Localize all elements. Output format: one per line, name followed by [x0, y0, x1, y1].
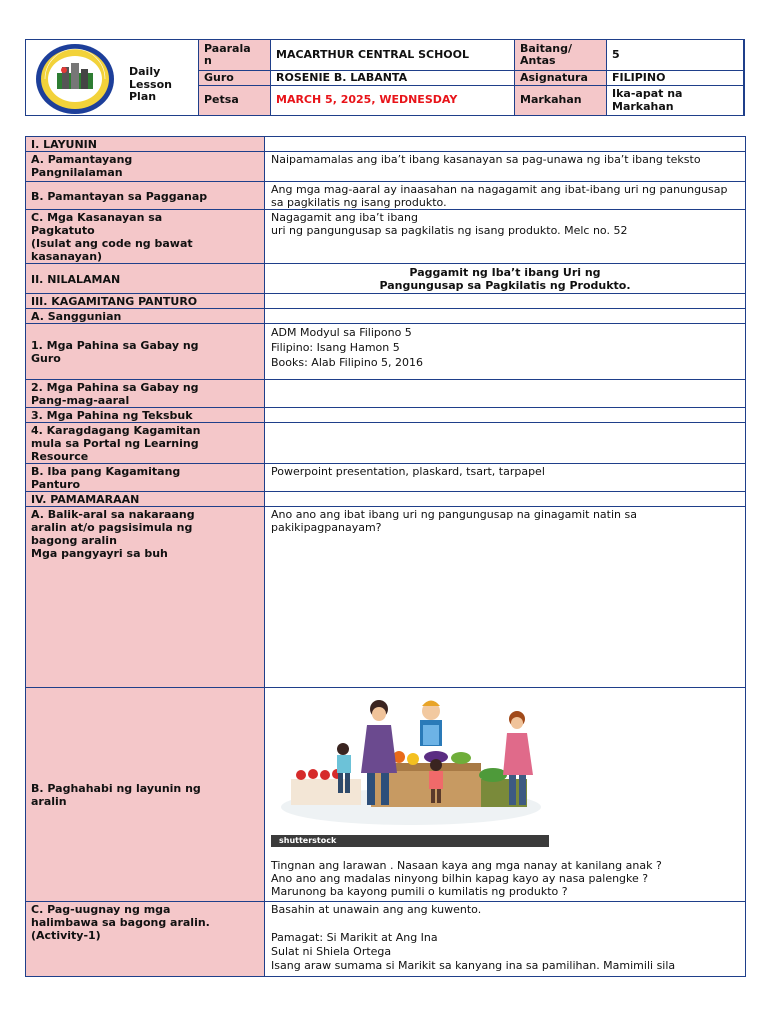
sanggunian-value	[265, 309, 746, 324]
pag-uugnay-line-1: Basahin at unawain ang ang kuwento.	[271, 903, 482, 916]
market-scene-icon	[271, 689, 549, 835]
kasanayan-line-2: uri ng pangungusap sa pagkilatis ng isang produkto. Melc no. 52	[271, 224, 628, 237]
school-seal-icon	[35, 43, 115, 115]
kasanayan-label: C. Mga Kasanayan sa Pagkatuto (Isulat ang code ng bawat kasanayan)	[26, 210, 265, 264]
paghahabi-value	[265, 688, 746, 902]
markahan-value: Ika-apat na Markahan	[607, 86, 744, 116]
stock-watermark-bar	[271, 835, 549, 847]
pamantayan-sa-pagganap-label: B. Pamantayan sa Pagganap	[26, 182, 265, 210]
pag-uugnay-line-3: Sulat ni Shiela Ortega	[271, 945, 392, 958]
market-illustration	[271, 689, 549, 847]
pag-uugnay-value	[265, 902, 746, 977]
row-balik-aral	[26, 507, 746, 688]
header-info-grid	[198, 39, 744, 116]
stock-watermark: shutterstock	[279, 836, 337, 845]
guro-label: Guro	[199, 71, 271, 86]
row-sanggunian	[26, 309, 746, 324]
pamamaraan-label: IV. PAMAMARAAN	[26, 492, 265, 507]
lesson-table	[25, 136, 746, 977]
nilalaman-value	[265, 264, 746, 294]
teksbuk-value	[265, 408, 746, 423]
paaralan-label: Paarala n	[199, 40, 271, 71]
iba-pang-kagamitan-label: B. Iba pang Kagamitang Panturo	[26, 464, 265, 492]
portal-label: 4. Karagdagang Kagamitan mula sa Portal ng Learning Resource	[26, 423, 265, 464]
kasanayan-value	[265, 210, 746, 264]
pamantayan-sa-pagganap-value: Ang mga mag-aaral ay inaasahan na nagagamit ang ibat-ibang uri ng panungusap sa pagkilatis ng isang produkto.	[265, 182, 746, 210]
nilalaman-label: II. NILALAMAN	[26, 264, 265, 294]
gabay-mag-aaral-value	[265, 380, 746, 408]
kagamitang-panturo-value	[265, 294, 746, 309]
paghahabi-questions	[271, 859, 739, 898]
baitang-value: 5	[607, 40, 744, 71]
pamantayang-pangnilalaman-value: Naipamamalas ang iba’t ibang kasanayan sa pag-unawa ng iba’t ibang teksto	[265, 152, 746, 182]
balik-aral-value: Ano ano ang ibat ibang uri ng pangungusap na ginagamit natin sa pakikipagpanayam?	[265, 507, 746, 688]
pag-uugnay-spacer	[271, 917, 739, 931]
kagamitang-panturo-label: III. KAGAMITANG PANTURO	[26, 294, 265, 309]
paghahabi-line-3: Marunong ba kayong pumili o kumilatis ng produkto ?	[271, 885, 568, 898]
paaralan-value: MACARTHUR CENTRAL SCHOOL	[271, 40, 515, 71]
row-pamamaraan	[26, 492, 746, 507]
pag-uugnay-line-4: Isang araw sumama si Marikit sa kanyang ina sa pamilihan. Mamimili sila	[271, 959, 676, 972]
baitang-label: Baitang/ Antas	[515, 40, 607, 71]
gabay-guro-value	[265, 324, 746, 380]
row-portal	[26, 423, 746, 464]
gabay-mag-aaral-label: 2. Mga Pahina sa Gabay ng Pang-mag-aaral	[26, 380, 265, 408]
layunin-label: I. LAYUNIN	[26, 137, 265, 152]
row-iba-pang-kagamitan	[26, 464, 746, 492]
row-pamantayang-pangnilalaman	[26, 152, 746, 182]
sanggunian-label: A. Sanggunian	[26, 309, 265, 324]
row-paghahabi	[26, 688, 746, 902]
row-kasanayan	[26, 210, 746, 264]
markahan-label: Markahan	[515, 86, 607, 116]
gabay-guro-label: 1. Mga Pahina sa Gabay ng Guro	[26, 324, 265, 380]
pag-uugnay-line-2: Pamagat: Si Marikit at Ang Ina	[271, 931, 438, 944]
paghahabi-label: B. Paghahabi ng layunin ng aralin	[26, 688, 265, 902]
gabay-guro-line-2: Filipino: Isang Hamon 5	[271, 341, 400, 354]
paghahabi-line-2: Ano ano ang madalas ninyong bilhin kapag kayo ay nasa palengke ?	[271, 872, 649, 885]
iba-pang-kagamitan-value: Powerpoint presentation, plaskard, tsart, tarpapel	[265, 464, 746, 492]
row-gabay-guro	[26, 324, 746, 380]
row-kagamitang-panturo	[26, 294, 746, 309]
row-teksbuk	[26, 408, 746, 423]
kasanayan-line-1: Nagagamit ang iba’t ibang	[271, 211, 419, 224]
pamantayang-pangnilalaman-label: A. Pamantayang Pangnilalaman	[26, 152, 265, 182]
asignatura-value: FILIPINO	[607, 71, 744, 86]
header	[25, 39, 745, 116]
gabay-guro-line-1: ADM Modyul sa Filipono 5	[271, 326, 412, 339]
asignatura-label: Asignatura	[515, 71, 607, 86]
paghahabi-line-1: Tingnan ang larawan . Nasaan kaya ang mga nanay at kanilang anak ?	[271, 859, 662, 872]
petsa-value: MARCH 5, 2025, WEDNESDAY	[271, 86, 515, 116]
row-nilalaman	[26, 264, 746, 294]
nilalaman-line-1: Paggamit ng Iba’t ibang Uri ng	[409, 266, 601, 279]
nilalaman-line-2: Pangungusap sa Pagkilatis ng Produkto.	[379, 279, 631, 292]
petsa-label: Petsa	[199, 86, 271, 116]
document-title: Daily Lesson Plan	[129, 65, 172, 103]
row-layunin	[26, 137, 746, 152]
guro-value: ROSENIE B. LABANTA	[271, 71, 515, 86]
portal-value	[265, 423, 746, 464]
balik-aral-label: A. Balik-aral sa nakaraang aralin at/o pagsisimula ng bagong aralin Mga pangyayri sa buh	[26, 507, 265, 688]
gabay-guro-line-3: Books: Alab Filipino 5, 2016	[271, 356, 424, 369]
pamamaraan-value	[265, 492, 746, 507]
row-gabay-mag-aaral	[26, 380, 746, 408]
teksbuk-label: 3. Mga Pahina ng Teksbuk	[26, 408, 265, 423]
layunin-value	[265, 137, 746, 152]
pag-uugnay-label: C. Pag-uugnay ng mga halimbawa sa bagong aralin. (Activity-1)	[26, 902, 265, 977]
row-pag-uugnay	[26, 902, 746, 977]
row-pamantayan-sa-pagganap	[26, 182, 746, 210]
